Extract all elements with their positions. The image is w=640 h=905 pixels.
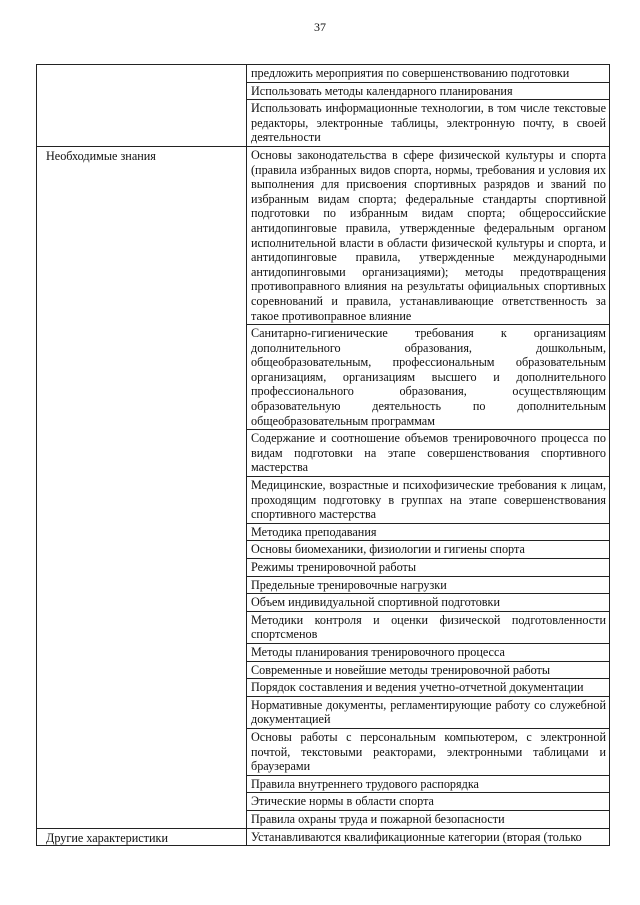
list-item: Методики контроля и оценки физической подготовленности спортсменов xyxy=(247,612,609,644)
table-row-other-characteristics xyxy=(37,828,610,846)
list-item: Современные и новейшие методы тренировочной работы xyxy=(247,662,609,680)
list-item: Порядок составления и ведения учетно-отчетной документации xyxy=(247,679,609,697)
row-label: Другие характеристики xyxy=(37,828,247,846)
table-row-skills-continued xyxy=(37,65,610,147)
list-item: Использовать информационные технологии, в том числе текстовые редакторы, электронные таблицы, электронную почту, в своей деятельности xyxy=(251,101,606,145)
list-item: предложить мероприятия по совершенствованию подготовки xyxy=(247,65,609,83)
table-row-required-knowledge xyxy=(37,146,610,828)
page-number: 37 xyxy=(314,20,326,34)
list-item: Устанавливаются квалификационные категории (вторая (только xyxy=(251,829,582,844)
list-item: Санитарно-гигиенические требования к организациям дополнительного образования, дошкольным, общеобразовательным, профессиональным образовательным организациям, организациям высшего и дополнительного профессионального образования, осуществляющим образовательную деятельность по дополнительным общеобразовательным программам xyxy=(247,325,609,430)
list-item: Методы планирования тренировочного процесса xyxy=(247,644,609,662)
list-item: Правила внутреннего трудового распорядка xyxy=(247,776,609,794)
items-cell xyxy=(247,146,610,828)
list-item: Нормативные документы, регламентирующие работу со служебной документацией xyxy=(247,697,609,729)
list-item: Основы биомеханики, физиологии и гигиены спорта xyxy=(247,541,609,559)
list-item: Содержание и соотношение объемов тренировочного процесса по видам подготовки на этапе совершенствования спортивного мастерства xyxy=(247,430,609,477)
list-item: Предельные тренировочные нагрузки xyxy=(247,577,609,595)
row-label xyxy=(37,65,247,147)
list-item: Использовать методы календарного планирования xyxy=(247,83,609,101)
list-item: Режимы тренировочной работы xyxy=(247,559,609,577)
items-cell xyxy=(247,828,610,846)
list-item: Методика преподавания xyxy=(247,524,609,542)
competency-table xyxy=(36,64,610,846)
list-item: Основы работы с персональным компьютером, с электронной почтой, текстовыми реакторами, электронными таблицами и браузерами xyxy=(247,729,609,776)
list-item: Медицинские, возрастные и психофизические требования к лицам, проходящим подготовку в группах на этапе совершенствования спортивного мастерства xyxy=(247,477,609,524)
list-item: Основы законодательства в сфере физической культуры и спорта (правила избранных видов спорта, нормы, требования и условия их выполнения для присвоения спортивных разрядов и званий по избранным видам спорта; федеральные стандарты спортивной подготовки по избранным видам спорта; общероссийские антидопинговые правила, утвержденные федеральным органом исполнительной власти в области физической культуры и спорта, и антидопинговые правила, утвержденные международными антидопинговыми организациями); методы предотвращения противоправного влияния на результаты официальных спортивных соревнований и правила, устанавливающие ответственность за такое противоправное влияние xyxy=(247,147,609,325)
list-item: Объем индивидуальной спортивной подготовки xyxy=(247,594,609,612)
items-cell xyxy=(247,65,610,147)
list-item: Правила охраны труда и пожарной безопасности xyxy=(251,811,505,826)
row-label: Необходимые знания xyxy=(37,146,247,828)
list-item: Этические нормы в области спорта xyxy=(247,793,609,811)
